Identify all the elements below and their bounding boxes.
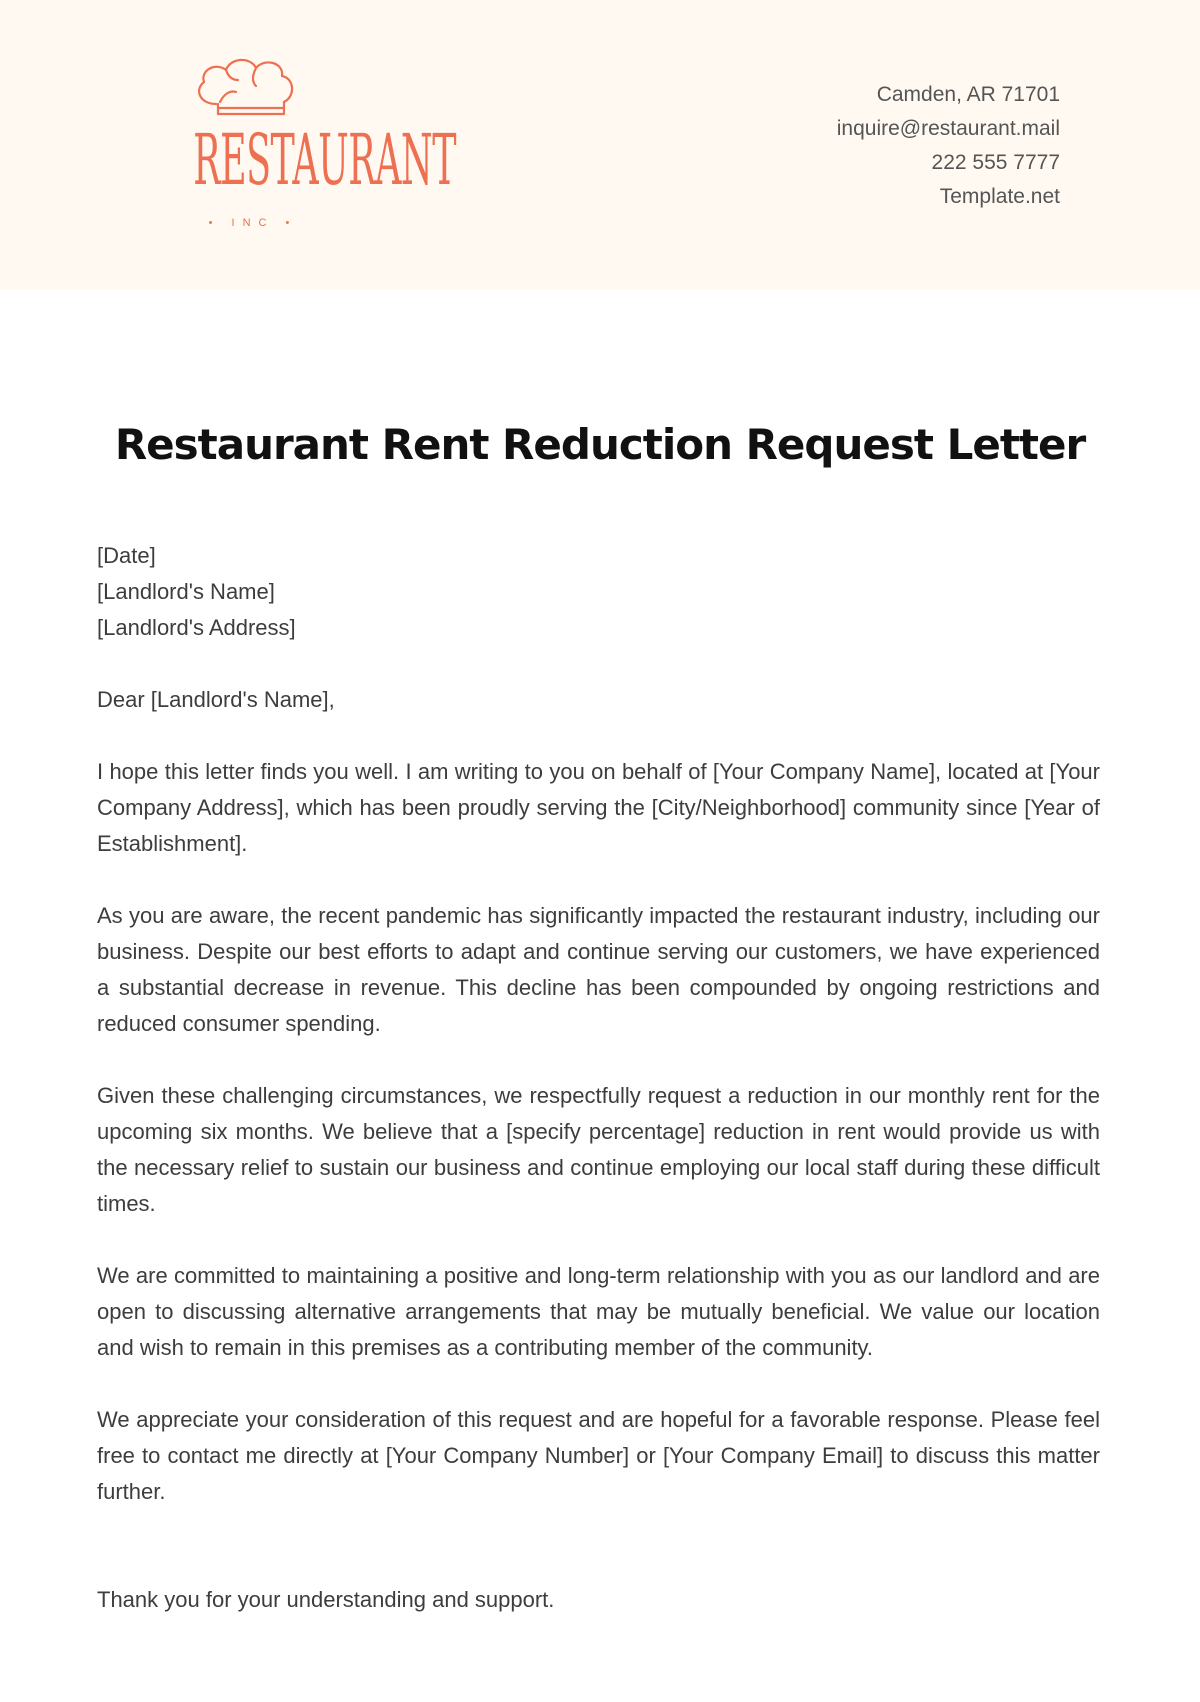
paragraph-commitment: We are committed to maintaining a positive and long-term relationship with you as our landlord and are open to discussing alternative arrangements that may be mutually beneficial. We value our location and wish to remain in this premises as a contributing member of the community. [97,1263,1100,1360]
letterhead [0,0,1200,290]
restaurant-logo [138,52,456,242]
recipient-date: [Date] [97,543,156,568]
letter-body [97,538,1100,1654]
paragraph-contact: We appreciate your consideration of this request and are hopeful for a favorable response. Please feel free to contact me directly at [Your Company Number] or [Your Company Email] to discuss this matter further. [97,1407,1100,1504]
paragraph-request: Given these challenging circumstances, we respectfully request a reduction in our monthly rent for the upcoming six months. We believe that a [specify percentage] reduction in rent would provide us with the necessary relief to sustain our business and continue employing our local staff during these difficult times. [97,1083,1100,1216]
salutation: Dear [Landlord's Name], [97,687,335,712]
recipient-address: [Landlord's Address] [97,615,296,640]
chef-hat-icon [138,52,368,122]
letter-title: Restaurant Rent Reduction Request Letter [114,420,1086,469]
paragraph-impact: As you are aware, the recent pandemic has significantly impacted the restaurant industry, including our business. Despite our best efforts to adapt and continue serving our customers, we have experienced a substantial decrease in revenue. This decline has been compounded by ongoing restrictions and reduced consumer spending. [97,903,1100,1036]
logo-subtitle: • INC • [208,217,298,229]
closing-line: Thank you for your understanding and support. [97,1587,555,1612]
contact-phone: 222 555 7777 [931,151,1060,174]
contact-block [837,78,1060,214]
recipient-block [97,538,1100,646]
recipient-name: [Landlord's Name] [97,579,275,604]
contact-email: inquire@restaurant.mail [836,117,1060,140]
logo-wordmark: RESTAURANT [193,119,456,201]
contact-website: Template.net [939,185,1060,208]
paragraph-intro: I hope this letter finds you well. I am writing to you on behalf of [Your Company Name], located at [Your Company Address], which has been proudly serving the [City/Neighborhood] community since [Year of Establishment]. [97,759,1100,856]
contact-address: Camden, AR 71701 [876,83,1060,106]
